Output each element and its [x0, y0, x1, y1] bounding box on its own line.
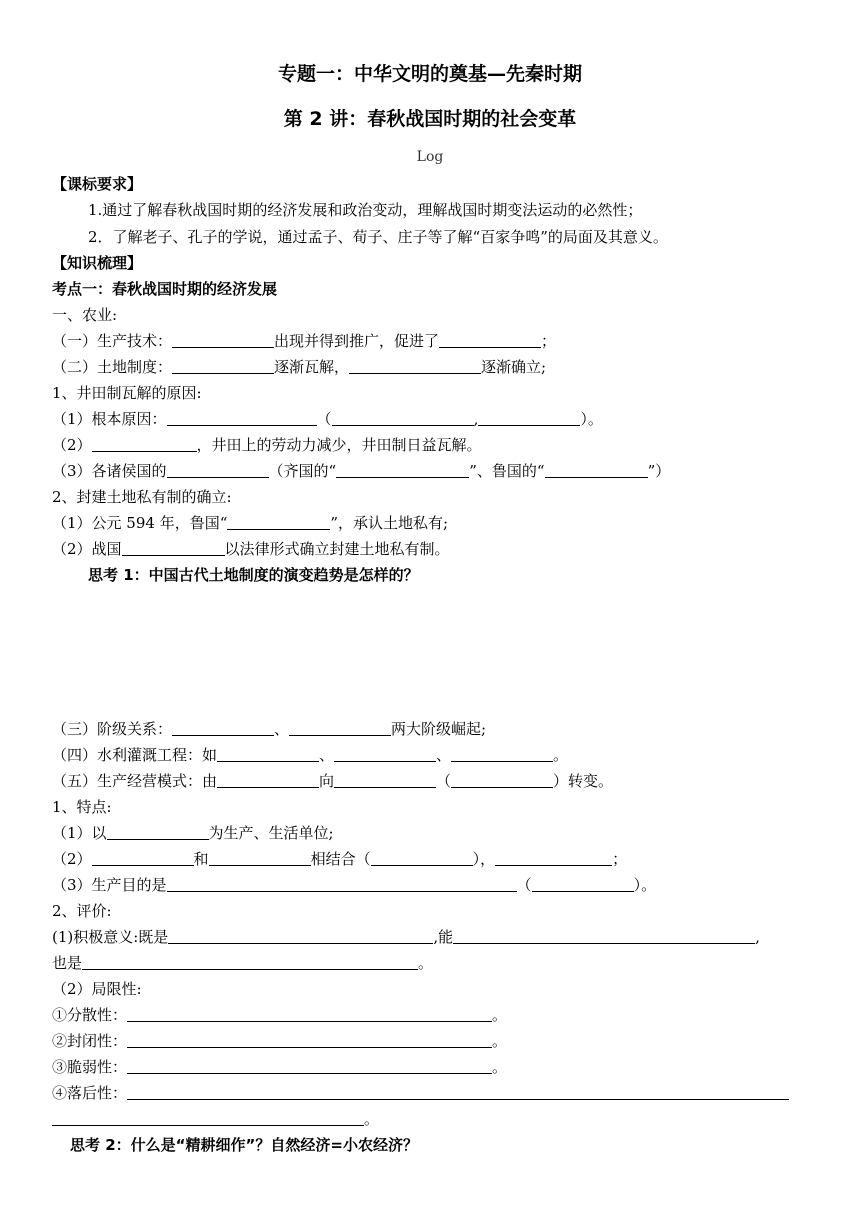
sub-heading: 2、评价: [52, 902, 112, 920]
fill-line: （3）生产目的是 （ ）。 [52, 876, 657, 894]
knowledge-heading: 【知识梳理】 [52, 254, 143, 272]
answer-blank[interactable] [127, 1007, 492, 1022]
answer-blank[interactable] [52, 1111, 364, 1126]
fill-line: 。 [52, 1109, 860, 1129]
answer-blank[interactable] [451, 773, 553, 788]
answer-blank[interactable] [227, 515, 330, 530]
fill-line: ②封闭性： 。 [52, 1032, 508, 1050]
fill-line: （1）以 为生产、生活单位; [52, 824, 334, 842]
fill-line: （三）阶级关系： 、 两大阶级崛起; [52, 720, 487, 738]
answer-blank[interactable] [168, 929, 433, 944]
answer-blank[interactable] [209, 851, 311, 866]
exam-point-heading: 考点一：春秋战国时期的经济发展 [52, 280, 278, 298]
log-label: Log [416, 149, 444, 165]
fill-line: （一）生产技术： 出现并得到推广，促进了 ； [52, 332, 557, 350]
answer-blank[interactable] [127, 1085, 789, 1100]
fill-line: (1)积极意义:既是 ,能 , [52, 928, 760, 946]
fill-line: （1）公元 594 年，鲁国“ ”，承认土地私有; [52, 514, 449, 532]
answer-blank[interactable] [92, 851, 194, 866]
answer-blank[interactable] [371, 851, 473, 866]
answer-blank[interactable] [332, 411, 474, 426]
requirement-item: 2．了解老子、孔子的学说，通过孟子、荀子、庄子等了解“百家争鸣”的局面及其意义。 [88, 228, 668, 246]
answer-blank[interactable] [92, 437, 197, 452]
sub-heading: 1、井田制瓦解的原因: [52, 384, 202, 402]
answer-blank[interactable] [167, 463, 269, 478]
lecture-title: 第 2 讲：春秋战国时期的社会变革 [283, 108, 577, 130]
fill-line: （二）土地制度： 逐渐瓦解， 逐渐确立; [52, 358, 547, 376]
fill-line: （2）战国 以法律形式确立封建土地私有制。 [52, 540, 450, 558]
fill-line: （1）根本原因： （ , ）。 [52, 410, 603, 428]
answer-blank[interactable] [217, 747, 319, 762]
answer-blank[interactable] [545, 463, 648, 478]
fill-line: 也是 。 [52, 954, 434, 972]
answer-blank[interactable] [453, 929, 755, 944]
fill-line: ③脆弱性： 。 [52, 1058, 508, 1076]
answer-blank[interactable] [439, 333, 541, 348]
fill-line: ④落后性： [52, 1083, 860, 1103]
fill-line: （2） 和 相结合（ ）， ； [52, 850, 628, 868]
answer-blank[interactable] [532, 877, 634, 892]
fill-line: （2） ，井田上的劳动力减少，井田制日益瓦解。 [52, 436, 482, 454]
sub-heading: 1、特点: [52, 798, 112, 816]
fill-line: ①分散性： 。 [52, 1006, 508, 1024]
answer-blank[interactable] [289, 721, 391, 736]
requirement-item: 1.通过了解春秋战国时期的经济发展和政治变动，理解战国时期变法运动的必然性； [88, 201, 643, 219]
answer-blank[interactable] [349, 359, 481, 374]
answer-blank[interactable] [336, 463, 469, 478]
answer-blank[interactable] [495, 851, 612, 866]
answer-blank[interactable] [451, 747, 553, 762]
answer-blank[interactable] [172, 359, 274, 374]
think-question: 思考 2：什么是“精耕细作”？自然经济=小农经济？ [70, 1136, 418, 1154]
answer-blank[interactable] [478, 411, 580, 426]
fill-line: （五）生产经营模式：由 向 （ ）转变。 [52, 772, 614, 790]
answer-blank[interactable] [334, 747, 436, 762]
sub-heading: 2、封建土地私有制的确立: [52, 488, 232, 506]
think-question: 思考 1：中国古代土地制度的演变趋势是怎样的？ [88, 566, 419, 584]
answer-blank[interactable] [217, 773, 319, 788]
answer-blank[interactable] [172, 721, 274, 736]
answer-blank[interactable] [127, 1033, 492, 1048]
fill-line: （四）水利灌溉工程：如 、 、 。 [52, 746, 569, 764]
answer-blank[interactable] [122, 541, 225, 556]
answer-blank[interactable] [82, 955, 418, 970]
sub-heading: （2）局限性: [52, 980, 142, 998]
section-heading: 一、农业: [52, 306, 118, 324]
main-title: 专题一：中华文明的奠基—先秦时期 [277, 63, 582, 85]
requirements-heading: 【课标要求】 [52, 175, 143, 193]
answer-blank[interactable] [127, 1059, 492, 1074]
answer-blank[interactable] [334, 773, 436, 788]
answer-blank[interactable] [107, 825, 209, 840]
answer-blank[interactable] [167, 411, 317, 426]
answer-blank[interactable] [172, 333, 274, 348]
fill-line: （3）各诸侯国的 （齐国的“ ”、鲁国的“ ”） [52, 462, 671, 480]
answer-blank[interactable] [167, 877, 517, 892]
